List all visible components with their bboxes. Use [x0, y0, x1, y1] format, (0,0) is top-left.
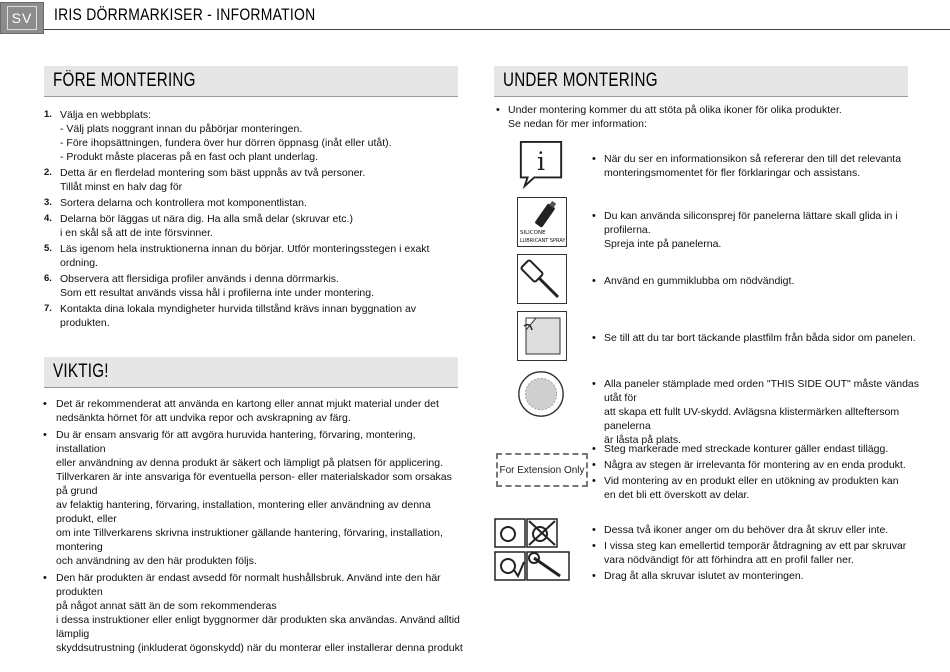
screw-line: • I vissa steg kan emellertid temporär åtdragning av ett par skruvar — [604, 540, 907, 552]
stamp-line-2: att skapa ett fullt UV-skydd. Avlägsna klistermärken allteftersom panelerna — [604, 406, 900, 432]
fore-item-line: Välja en webbplats: — [60, 109, 152, 121]
extension-bullet — [590, 442, 920, 456]
fore-item-number: 5. — [44, 243, 52, 254]
viktig-line: i dessa instruktioner eller enligt byggnormer där produkten ska användas. Använd alltid lämplig — [56, 614, 460, 640]
viktig-line: på något annat sätt än de som rekommenderas — [56, 600, 277, 612]
spray-label-2: LUBRICANT SPRAY — [520, 238, 566, 244]
viktig-line: av felaktig hantering, förvaring, installation, montering eller användning av denna produkt, eller — [56, 499, 431, 525]
silicone-spray-icon — [517, 197, 567, 247]
screw-icons — [494, 518, 570, 582]
fore-item-number: 1. — [44, 109, 52, 120]
fore-item-line: Delarna bör läggas ut nära dig. Ha alla små delar (skruvar etc.) — [60, 213, 353, 225]
viktig-line: om inte Tillverkarens skrivna instruktioner gällande hantering, förvaring, installation, montering — [56, 527, 443, 553]
section-header-viktig — [44, 357, 458, 388]
screw-line: • Dessa två ikoner anger om du behöver dra åt skruv eller inte. — [604, 524, 889, 536]
viktig-line: • Det är rekommenderat att använda en kartong eller annat mjukt material under det — [56, 398, 439, 410]
fore-item-line: Som ett resultat används vissa hål i profilerna inte under montering. — [60, 287, 375, 299]
info-text — [590, 152, 920, 182]
fore-item — [44, 108, 464, 164]
sun-stamp-icon — [517, 370, 565, 418]
under-intro-line-2: Se nedan för mer information: — [508, 118, 647, 130]
for-extension-only-badge: For Extension Only — [496, 453, 588, 487]
viktig-line: eller användning av denna produkt är säkert och lämpligt på platsen för applicering. — [56, 457, 443, 469]
spray-line-1: • Du kan använda siliconsprej för panelerna lättare skall glida in i profilerna. — [604, 210, 898, 236]
viktig-list — [40, 397, 465, 658]
section-header-fore — [44, 66, 458, 97]
mallet-icon — [517, 254, 567, 304]
info-line-2: monteringsmomentet för fler förklaringar och assistans. — [604, 167, 861, 179]
film-text — [590, 331, 920, 347]
viktig-bullet — [40, 428, 465, 568]
fore-item-line: Tillåt minst en halv dag för — [60, 181, 183, 193]
fore-item-line: - Produkt måste placeras på en fast och plant underlag. — [60, 151, 318, 163]
screw-text — [590, 523, 920, 585]
fore-item — [44, 302, 464, 330]
mallet-text — [590, 274, 920, 290]
under-intro-line-1: • Under montering kommer du att stöta på olika ikoner för olika produkter. — [508, 104, 842, 116]
screw-bullet — [590, 569, 920, 583]
document-title: IRIS DÖRRMARKISER - INFORMATION — [54, 5, 316, 24]
viktig-line: nedsänkta hörnet för att undvika repor och avskrapning av färg. — [56, 412, 351, 424]
plastic-film-icon — [517, 311, 567, 361]
language-tab[interactable] — [0, 2, 44, 34]
fore-item-number: 3. — [44, 197, 52, 208]
film-line-1: • Se till att du tar bort täckande plastfilm från båda sidor om panelen. — [604, 332, 916, 344]
fore-item — [44, 212, 464, 240]
stamp-text — [590, 377, 920, 449]
screw-bullet — [590, 539, 920, 567]
fore-item — [44, 196, 464, 210]
fore-item — [44, 242, 464, 270]
fore-item-line: Kontakta dina lokala myndigheter hurvida tillstånd krävs innan byggnation av produkten. — [60, 303, 417, 329]
stamp-line-1: • Alla paneler stämplade med orden "THIS SIDE OUT" måste vändas utåt för — [604, 378, 920, 404]
header-divider — [44, 29, 950, 30]
viktig-line: och användning av den här produkten följs. — [56, 555, 257, 567]
extension-line: • Vid montering av en produkt eller en utökning av produkten kan — [604, 475, 899, 487]
fore-item-line: - Före ihopsättningen, fundera över hur dörren öppnasg (inåt eller utåt). — [60, 137, 392, 149]
info-icon — [517, 140, 565, 188]
section-title-viktig: VIKTIG! — [53, 361, 109, 382]
fore-item-line: i en skål så att de inte försvinner. — [60, 227, 213, 239]
screw-bullet — [590, 523, 920, 537]
extension-bullet — [590, 458, 920, 472]
under-intro — [494, 103, 914, 133]
viktig-line: • Den här produkten är endast avsedd för normalt hushållsbruk. Använd inte den här produkten — [56, 572, 441, 598]
spray-label-1: SILICONE — [520, 230, 546, 236]
fore-item-number: 2. — [44, 167, 52, 178]
fore-item-line: Läs igenom hela instruktionerna innan du börjar. Utför monteringsstegen i exakt ordning. — [60, 243, 430, 269]
section-header-under — [494, 66, 908, 97]
viktig-bullet — [40, 571, 465, 655]
fore-item-line: Observera att flersidiga profiler används i denna dörrmarkis. — [60, 273, 339, 285]
section-title-under: UNDER MONTERING — [503, 70, 658, 91]
mallet-line-1: • Använd en gummiklubba om nödvändigt. — [604, 275, 795, 287]
screw-line: vara nödvändigt för att förhindra att en profil faller ner. — [604, 554, 854, 566]
spray-line-2: Spreja inte på panelerna. — [604, 238, 722, 250]
screw-line: • Drag åt alla skruvar islutet av monteringen. — [604, 570, 804, 582]
spray-text — [590, 209, 930, 253]
stamp-line-3: är låsta på plats. — [604, 434, 682, 446]
viktig-line: Tillverkaren är inte ansvariga för eventuella person- eller materialskador som orsakas på grund — [56, 471, 452, 497]
viktig-line: skyddsutrustning (inkluderat ögonskydd) när du monterar eller installerar denna produkt — [56, 642, 463, 654]
viktig-bullet — [40, 397, 465, 425]
fore-item — [44, 166, 464, 194]
fore-item-number: 4. — [44, 213, 52, 224]
fore-item-number: 7. — [44, 303, 52, 314]
extension-line: • Några av stegen är irrelevanta för montering av en enda produkt. — [604, 459, 906, 471]
extension-text — [590, 442, 920, 504]
language-code: SV — [7, 6, 38, 30]
extension-bullet — [590, 474, 920, 502]
extension-line: en det bli ett överskott av delar. — [604, 489, 750, 501]
extension-line: • Steg markerade med streckade konturer gäller endast tillägg. — [604, 443, 889, 455]
fore-montering-list — [44, 108, 464, 332]
viktig-line: • Du är ensam ansvarig för att avgöra huruvida hantering, förvaring, montering, installation — [56, 429, 416, 455]
fore-item — [44, 272, 464, 300]
info-line-1: • När du ser en informationsikon så refererar den till det relevanta — [604, 153, 902, 165]
fore-item-line: Detta är en flerdelad montering som bäst uppnås av två personer. — [60, 167, 366, 179]
top-bar — [0, 0, 950, 36]
fore-item-number: 6. — [44, 273, 52, 284]
section-title-fore: FÖRE MONTERING — [53, 70, 196, 91]
info-glyph: i — [537, 146, 545, 176]
fore-item-line: Sortera delarna och kontrollera mot komponentlistan. — [60, 197, 307, 209]
fore-item-line: - Välj plats noggrant innan du påbörjar monteringen. — [60, 123, 303, 135]
